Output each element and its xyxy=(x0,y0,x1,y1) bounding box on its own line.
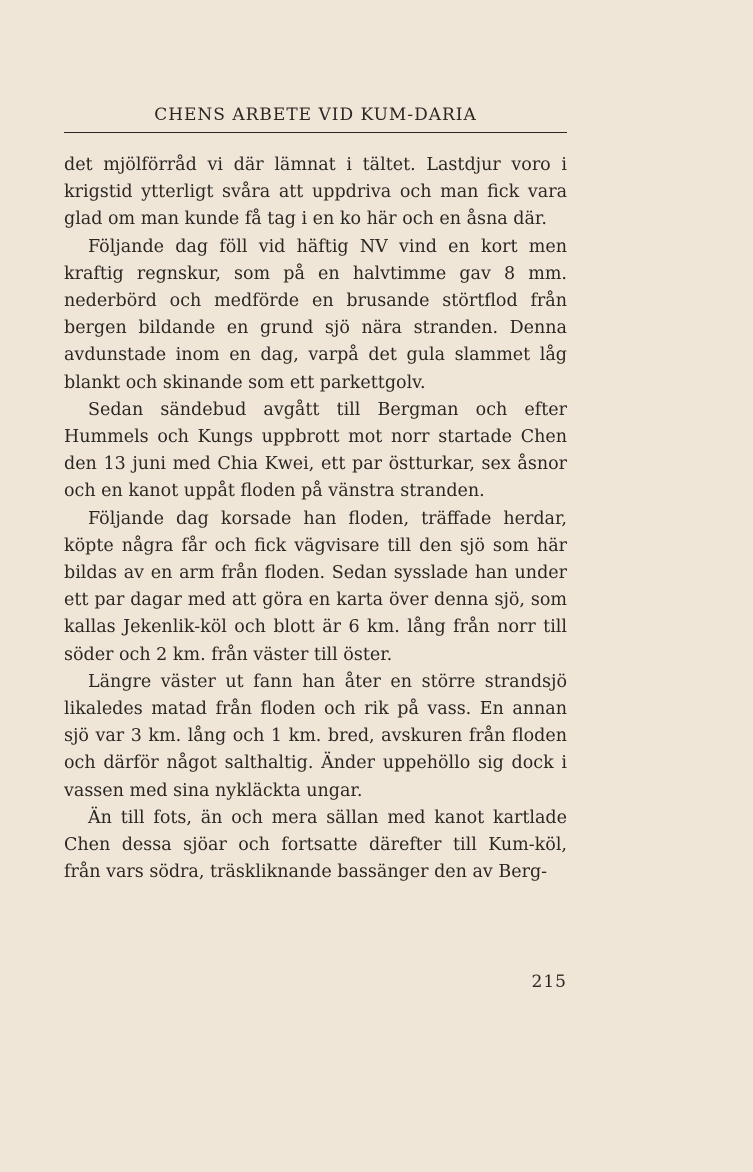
paragraph: Sedan sändebud avgått till Bergman och efter Hummels och Kungs uppbrott mot norr startade Chen den 13 juni med Chia Kwei, ett par östturkar, sex åsnor och en kanot uppåt floden på vänstra stranden. xyxy=(64,399,567,502)
body-text xyxy=(64,152,567,886)
paragraph: det mjölförråd vi där lämnat i tältet. Lastdjur voro i krigstid ytterligt svåra att uppdriva och man fick vara glad om man kunde få tag i en ko här och en åsna där. xyxy=(64,155,567,230)
paragraph: Än till fots, än och mera sällan med kanot kartlade Chen dessa sjöar och fortsatte därefter till Kum-köl, från vars södra, träskliknande bassänger den av Berg- xyxy=(64,807,567,883)
paragraph: Längre väster ut fann han åter en större strandsjö likaledes matad från floden och rik på vass. En annan sjö var 3 km. lång och 1 km. bred, avskuren från floden och därför något salthaltig. Änder uppehöllo sig dock i vassen med sina nykläckta ungar. xyxy=(64,671,567,801)
page-number: 215 xyxy=(531,972,567,992)
paragraph: Följande dag korsade han floden, träffade herdar, köpte några får och fick vägvisare till den sjö som här bildas av en arm från floden. Sedan sysslade han under ett par dagar med att göra en karta över denna sjö, som kallas Jekenlik-köl och blott är 6 km. lång från norr till söder och 2 km. från väster till öster. xyxy=(64,508,567,665)
paragraph: Följande dag föll vid häftig NV vind en kort men kraftig regnskur, som på en halvtimme gav 8 mm. nederbörd och medförde en brusande störtflod från bergen bildande en grund sjö nära stranden. Denna avdunstade inom en dag, varpå det gula slammet låg blankt och skinande som ett parkettgolv. xyxy=(64,236,567,393)
header-rule xyxy=(64,132,567,133)
running-header: CHENS ARBETE VID KUM-DARIA xyxy=(154,105,477,125)
